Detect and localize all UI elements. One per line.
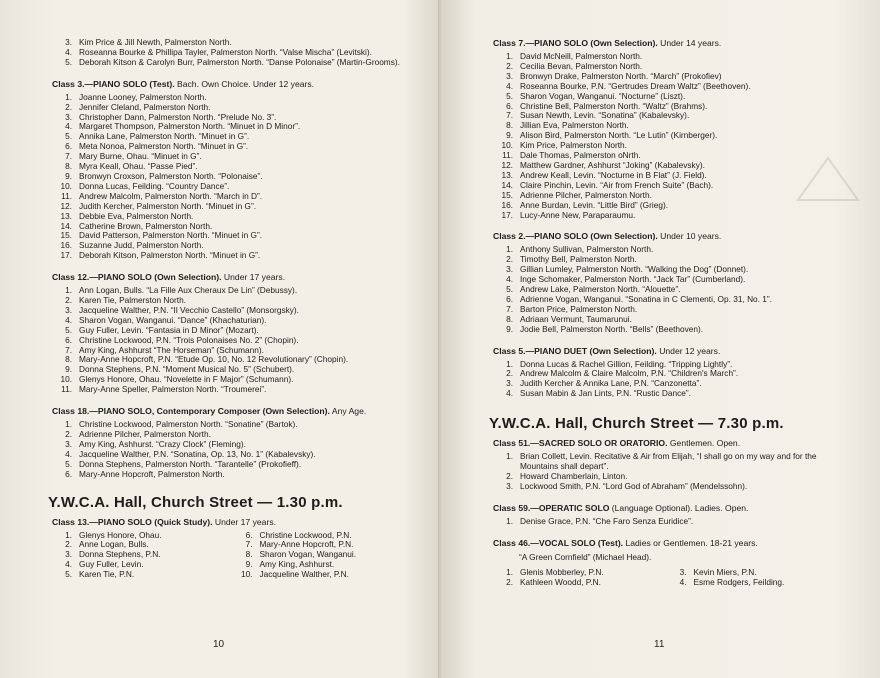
entry-text: Sharon Vogan, Wanganui. “Nocturne” (Liszt). [520,90,686,101]
entry-text: Donna Stephens, P.N. “Moment Musical No. 5” (Schubert). [79,364,295,375]
entry-text: Jodie Bell, Palmerston North. “Bells” (Beethoven). [520,323,704,334]
entry-item [233,570,414,580]
class-7-section [493,38,840,220]
entry-text: Ann Logan, Bulls. “La Fille Aux Cheraux De Lin” (Debussy). [79,285,298,296]
entry-text: Christine Lockwood, P.N. “Trois Polonaises No. 2” (Chopin). [79,334,299,345]
entry-list [493,452,840,492]
entry-list [52,420,413,479]
entry-text: Anne Burdan, Levin. “Little Bird” (Grieg). [520,199,669,210]
entry-text: Cecilia Bevan, Palmerston North. [520,60,643,71]
entry-text: Mary-Anne Hopcroft, Palmerston North. [79,468,225,479]
entry-text: Roseanna Bourke & Phillipa Tayler, Palmerston North. “Valse Mischa” (Levitski). [79,46,372,57]
class-title: —OPERATIC SOLO [530,502,610,513]
class-13-section [52,517,413,581]
class-heading [52,406,413,417]
entry-text: Karen Tie, Palmerston North. [79,295,186,306]
entry-number: 5. [506,284,513,295]
entry-number: 1. [65,285,72,296]
entry-text: Anthony Sullivan, Palmerston North. [520,244,654,255]
entry-text: Adriaan Vermunt, Taumarunui. [520,313,632,324]
entry-number: 1. [506,358,513,369]
entry-number: 3. [65,438,72,449]
class-12-section [52,272,413,395]
entry-text: Donna Lucas, Feilding. “Country Dance”. [79,180,230,191]
entry-text: Mary-Anne Speller, Palmerston North. “Troumerei”. [79,384,267,395]
two-column-entries [52,531,413,581]
entry-item [493,452,840,472]
entry-text: Andrew Lake, Palmerston North. “Alouette”. [520,284,681,295]
entry-number: 5. [65,458,72,469]
class-heading [52,517,413,528]
entry-number: 4. [65,559,72,570]
entry-number: 2. [65,429,72,439]
class-conditions: Ladies or Gentlemen. 18-21 years. [623,537,758,548]
entry-text: Dale Thomas, Palmerston oNrth. [520,150,641,161]
entry-item [493,517,840,527]
entry-item [52,251,413,261]
entry-text: Kim Price, Palmerston North. [520,140,627,151]
entry-number: 4. [65,46,72,57]
entry-text: Matthew Gardner, Ashhurst “Joking” (Kabalevsky). [520,159,705,170]
entry-item [667,578,841,588]
entry-number: 5. [65,324,72,335]
entry-number: 5. [506,90,513,101]
entry-number: 15. [501,189,513,200]
entry-text: Lucy-Anne New, Paraparaumu. [520,209,636,220]
test-piece: “A Green Cornfield” (Michael Head). [519,551,652,562]
class-number: Class 59. [493,502,531,513]
class-title: —SACRED SOLO OR ORATORIO. [530,438,668,449]
entry-number: 2. [65,295,72,306]
entry-number: 11. [502,150,513,161]
class-5-section [493,346,840,400]
entry-number: 3. [506,70,513,81]
entry-text: Annika Lane, Palmerston North. “Minuet in G”. [79,131,250,142]
entry-text: Denise Grace, P.N. “Che Faro Senza Euridice”. [520,515,694,526]
entry-list [667,568,841,588]
duet-continuation [52,38,413,68]
entry-text: Donna Stephens, P.N. [79,549,161,560]
entry-text: Susan Newth, Levin. “Sonatina” (Kabalevsky). [520,110,690,121]
entry-list [493,517,840,527]
entry-text: Anne Logan, Bulls. [79,539,149,550]
entry-text: Andrew Malcolm & Claire Malcolm, P.N. “Children's March”. [520,368,739,379]
entry-text: Deborah Kitson, Palmerston North. “Minuet in G”. [79,250,261,261]
entry-number: 7. [506,110,513,121]
entry-text: Amy King, Ashhurst. “Crazy Clock” (Fleming). [79,438,246,449]
entry-text: Christine Lockwood, Palmerston North. “Sonatine” (Bartok). [79,419,298,430]
entry-text: Mary Burne, Ohau. “Minuet in G”. [79,151,202,162]
entry-number: 1. [65,529,72,540]
entry-number: 1. [65,91,72,102]
class-heading [493,503,840,514]
entry-text: Judith Kercher & Annika Lane, P.N. “Canzonetta”. [520,378,702,389]
entry-number: 2. [65,539,72,550]
entry-list [52,531,233,581]
entry-text: David McNeill, Palmerston North. [520,51,643,61]
entry-number: 11. [61,384,72,395]
page-number: 10 [213,639,225,650]
class-conditions: Bach. Own Choice. Under 12 years. [174,78,315,89]
class-conditions: Any Age. [329,406,367,417]
entry-text: Susan Mabin & Jan Lints, P.N. “Rustic Dance”. [520,388,691,399]
entry-number: 10. [240,569,253,580]
entry-number: 3. [65,111,72,122]
entry-text: Andrew Keall, Levin. “Nocturne in B Flat” (J. Field). [520,169,707,180]
entry-number: 5. [65,569,72,580]
entry-item [52,470,413,480]
entry-text: Jacqueline Walther, P.N. “Il Vecchio Castello” (Monsorgsky). [79,304,299,315]
class-number: Class 13. [52,516,90,527]
entry-list [493,360,840,400]
entry-text: Donna Stephens, Palmerston North. “Tarantelle” (Prokofieff). [79,458,302,469]
class-number: Class 3. [52,78,85,89]
entry-item [493,211,840,221]
entry-text: Catherine Brown, Palmerston North. [79,220,213,231]
entry-list [493,568,667,588]
entry-number: 4. [506,388,513,399]
entry-number: 4. [65,121,72,132]
two-column-entries [493,568,840,588]
entry-text: Christine Bell, Palmerston North. “Waltz” (Brahms). [520,100,708,111]
entry-item [493,389,840,399]
class-title: —PIANO SOLO (Own Selection). [89,272,222,283]
class-heading [493,538,840,549]
class-title: —PIANO SOLO (Own Selection). [525,38,658,48]
entry-number: 2. [506,60,513,71]
class-number: Class 2. [493,231,526,242]
entry-number: 1. [506,515,513,526]
entry-number: 7. [245,539,253,550]
entry-text: Glenys Honore, Ohau. [79,529,162,540]
page-number: 11 [654,639,665,650]
entry-number: 7. [65,151,72,162]
class-conditions: Gentlemen. Open. [667,438,741,449]
entry-number: 5. [65,131,72,142]
entry-number: 12. [501,159,513,170]
entry-number: 2. [506,254,513,265]
entry-text: Christopher Dann, Palmerston North. “Prelude No. 3”. [79,111,277,122]
entry-item [493,482,840,492]
entry-text: Myra Keall, Ohau. “Passe Pied”. [79,161,198,172]
entry-number: 8. [245,549,253,560]
entry-number: 16. [501,199,513,210]
entry-text: Meta Nonoa, Palmerston North. “Minuet in G”. [79,141,249,152]
entry-text: Alison Bird, Palmerston North. “Le Lutin” (Kirnberger). [520,130,718,141]
entry-text: Sharon Vogan, Wanganui. “Dance” (Khachaturian). [79,314,267,325]
entry-text: Jacqueline Walther, P.N. [259,569,349,580]
entry-number: 3. [65,549,72,560]
entry-text: Guy Fuller, Levin. [79,559,144,570]
entry-number: 1. [506,566,513,577]
entry-text: Jillian Eva, Palmerston North. [520,120,629,131]
entry-text: Christine Lockwood, P.N. [259,529,352,540]
entry-number: 8. [506,120,513,131]
entry-text: Mary-Anne Hopcroft, P.N. [259,539,354,550]
class-heading [493,38,840,49]
entry-text: Roseanna Bourke, P.N. “Gertrudes Dream Waltz” (Beethoven). [520,80,751,91]
entry-number: 13. [60,210,72,221]
entry-number: 4. [506,274,513,285]
entry-number: 3. [506,378,513,389]
entry-list [52,286,413,395]
class-conditions: (Language Optional). Ladies. Open. [609,502,749,513]
entry-number: 8. [506,313,513,324]
entry-number: 3. [65,37,72,47]
class-heading [52,79,413,90]
class-title: —VOCAL SOLO (Test). [530,537,624,548]
class-number: Class 5. [493,345,526,356]
class-conditions: Under 17 years. [212,516,276,527]
entry-list [493,52,840,220]
entry-number: 2. [506,471,513,481]
entry-text: Deborah Kitson & Carolyn Burr, Palmerston North. “Danse Polonaise” (Martin-Grooms). [79,56,400,67]
entry-number: 9. [65,170,72,181]
class-title: —PIANO SOLO (Test). [84,78,175,89]
class-number: Class 7. [493,38,526,48]
entry-number: 1. [65,419,72,430]
class-title: —PIANO SOLO (Quick Study). [89,516,213,527]
entry-text: Lockwood Smith, P.N. “Lord God of Abraham” (Mendelssohn). [520,480,748,491]
entry-number: 4. [679,576,687,587]
entry-number: 3. [65,304,72,315]
class-title: —PIANO SOLO (Own Selection). [525,231,658,242]
class-number: Class 12. [52,272,90,283]
class-conditions: Under 10 years. [657,231,722,242]
entry-text: Adrienne Pilcher, Palmerston North. [520,189,652,200]
entry-number: 3. [506,264,513,275]
entry-text: Adrienne Vogan, Wanganui. “Sonatina in C Clementi, Op. 31, No. 1”. [520,293,772,304]
entry-item [493,325,840,335]
entry-text: Jacqueline Walther, P.N. “Sonatina, Op. 13, No. 1” (Kabalevsky). [79,448,316,459]
class-conditions: Under 14 years. [657,38,722,48]
entry-number: 8. [65,354,72,365]
entry-text: Kathleen Woodd, P.N. [520,576,601,587]
entry-number: 6. [65,468,72,479]
entry-number: 16. [60,240,72,251]
entry-text: Kevin Miers, P.N. [693,566,757,577]
entry-number: 7. [506,303,513,314]
entry-text: Jennifer Cleland, Palmerston North. [79,101,211,112]
entry-text: Mary-Anne Hopcroft, P.N. “Etude Op. 10, No. 12 Revolutionary” (Chopin). [79,354,349,365]
entry-number: 17. [501,209,513,220]
entry-number: 9. [506,323,513,334]
entry-text: Debbie Eva, Palmerston North. [79,210,194,221]
entry-number: 9. [506,130,513,141]
entry-list [52,93,413,261]
entry-number: 14. [60,220,72,231]
entry-number: 3. [679,566,687,577]
class-conditions: Under 17 years. [221,272,286,283]
entry-text: Glenys Honore, Ohau. “Novelette in F Major” (Schumann). [79,374,294,385]
entry-number: 4. [65,448,72,459]
entry-text: Brian Collett, Levin. Recitative & Air from Elijah, “I shall go on my way and for the Mountains shall depart”. [520,451,817,472]
class-3-section [52,79,413,261]
entry-item [493,578,667,588]
entry-number: 2. [506,368,513,379]
entry-item [52,385,413,395]
entry-number: 2. [65,101,72,112]
entry-text: Timothy Bell, Palmerston North. [520,254,637,265]
entry-text: Sharon Vogan, Wanganui. [259,549,357,560]
entry-text: Karen Tie, P.N. [79,569,135,580]
entry-number: 4. [65,314,72,325]
entry-number: 9. [245,559,253,570]
entry-text: Judith Kercher, Palmerston North. “Minuet in G”. [79,200,257,211]
entry-number: 4. [506,80,513,91]
entry-number: 13. [501,169,513,180]
class-59-section [493,503,840,527]
entry-number: 5. [65,56,72,67]
entry-number: 10. [60,374,72,385]
entry-number: 14. [501,179,513,190]
entry-number: 1. [506,51,513,61]
entry-text: Esme Rodgers, Feilding. [693,576,785,587]
entry-number: 6. [245,529,253,540]
entry-list [52,38,413,68]
class-heading [493,346,840,357]
class-heading [493,231,840,242]
class-heading [52,272,413,283]
class-title: —PIANO DUET (Own Selection). [525,345,657,356]
entry-item [52,58,413,68]
class-number: Class 18. [52,406,90,417]
entry-text: Donna Lucas & Rachel Gillion, Feilding. “Tripping Lightly”. [520,358,733,369]
class-conditions: Under 12 years. [656,345,721,356]
entry-number: 12. [60,200,72,211]
entry-text: Suzanne Judd, Palmerston North. [79,240,204,251]
entry-number: 15. [60,230,72,241]
class-2-section [493,231,840,334]
class-heading [493,438,840,449]
right-page [441,0,880,678]
entry-text: Bronwyn Croxson, Palmerston North. “Polonaise”. [79,170,263,181]
entry-text: Claire Pinchin, Levin. “Air from French Suite” (Bach). [520,179,714,190]
entry-list [233,531,414,581]
entry-item [52,570,233,580]
entry-number: 11. [61,190,72,201]
entry-list [493,245,840,334]
venue-heading: Y.W.C.A. Hall, Church Street — 7.30 p.m. [489,415,784,433]
entry-number: 3. [506,480,513,491]
entry-text: Howard Chamberlain, Linton. [520,471,628,481]
class-number: Class 51. [493,438,531,449]
entry-text: Joanne Looney, Palmerston North. [79,91,207,102]
entry-text: Adrienne Pilcher, Palmerston North. [79,429,211,439]
class-51-section [493,438,840,492]
class-46-section [493,538,840,588]
entry-number: 10. [501,140,513,151]
entry-text: David Patterson, Palmerston North. “Minuet in G”. [79,230,263,241]
entry-number: 6. [506,100,513,111]
entry-number: 1. [506,244,513,255]
entry-number: 6. [65,141,72,152]
entry-number: 6. [65,334,72,345]
entry-number: 2. [506,576,513,587]
entry-text: Amy King, Ashhurst. [259,559,335,570]
entry-number: 1. [506,451,513,462]
entry-number: 17. [60,250,72,261]
class-18-section [52,406,413,479]
entry-number: 7. [65,344,72,355]
entry-text: Glenis Mobberley, P.N. [520,566,604,577]
entry-text: Gillian Lumley, Palmerston North. “Walking the Dog” (Donnet). [520,264,749,275]
venue-heading: Y.W.C.A. Hall, Church Street — 1.30 p.m. [48,493,343,511]
entry-text: Margaret Thompson, Palmerston North. “Minuet in D Minor”. [79,121,301,132]
entry-text: Guy Fuller, Levin. “Fantasia in D Minor” (Mozart). [79,324,259,335]
entry-text: Kim Price & Jill Newth, Palmerston North. [79,37,232,47]
entry-number: 8. [65,161,72,172]
entry-number: 9. [65,364,72,375]
entry-text: Andrew Malcolm, Palmerston North. “March in D”. [79,190,263,201]
entry-text: Bronwyn Drake, Palmerston North. “March” (Prokofiev) [520,70,722,81]
class-number: Class 46. [493,537,531,548]
entry-number: 6. [506,293,513,304]
entry-text: Inge Schomaker, Palmerston North. “Jack Tar” (Cumberland). [520,274,746,285]
left-page [0,0,439,678]
entry-number: 10. [60,180,72,191]
entry-text: Barton Price, Palmerston North. [520,303,638,314]
entry-text: Amy King, Ashhurst “The Horseman” (Schumann). [79,344,264,355]
class-title: —PIANO SOLO, Contemporary Composer (Own Selection). [89,406,330,417]
